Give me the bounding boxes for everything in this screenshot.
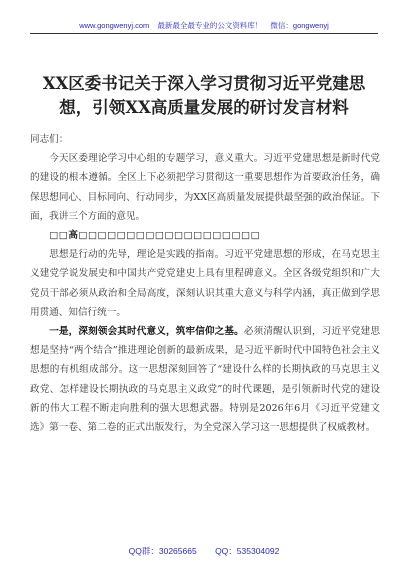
header-divider <box>30 33 378 34</box>
page-header <box>30 20 378 31</box>
paragraph-intro: 今天区委理论学习中心组的专题学习，意义重大。习近平党建思想是新时代党的建设的根本遵循。全区上下必须把学习贯彻这一重要思想作为首要政治任务，确保思想同心、目标同向、行动同步，为XX区高质量发展提供最坚强的政治保证。下面，我讲三个方面的意见。 <box>30 153 380 222</box>
salutation: 同志们： <box>30 134 69 145</box>
wechat-contact: 微信：gongwenyj <box>270 21 329 30</box>
document-title: XX区委书记关于深入学习贯彻习近平党建思想，引领XX高质量发展的研讨发言材料 <box>42 74 366 117</box>
document-body <box>30 130 380 437</box>
qq-group-contact: QQ群：30265665 <box>128 546 197 556</box>
point-one-text: 必须清醒认识到，习近平党建思想是坚持“两个结合”推进理论创新的最新成果，是习近平新时代中国特色社会主义思想的有机组成部分。这一思想深刻回答了“建设什么样的长期执政的马克思主义政党、怎样建设长期执政的马克思主义政党”的时代课题，是引领新时代党的建设新的伟大工程不断走向胜利的强大思想武器。特别是2026年6月《习近平党建文选》第一卷、第二卷的正式出版发行，为全党深入学习这一思想提供了权威教材。 <box>30 326 381 434</box>
header-tagline: 最新最全最专业的公文资料库！ <box>157 21 263 30</box>
website-link[interactable]: www.gongwenyj.com <box>79 21 150 30</box>
page-footer <box>0 545 408 557</box>
point-one-heading: 一是，深刻领会其时代意义，筑牢信仰之基。 <box>49 326 244 338</box>
qq-contact: QQ：535304092 <box>215 546 280 556</box>
paragraph-significance: 思想是行动的先导，理论是实践的指南。习近平党建思想的形成，在马克思主义建党学说发展史和中国共产党党建史上具有里程碑意义。全区各级党组织和广大党员干部必须从政治和全局高度，深刻认识其重大意义与科学内涵，真正做到学思用贯通、知信行统一。 <box>30 249 380 318</box>
paragraph-point-one <box>30 322 380 437</box>
section-heading: □□高□□□□□□□□□□□□□□□□□□□ <box>49 230 261 242</box>
